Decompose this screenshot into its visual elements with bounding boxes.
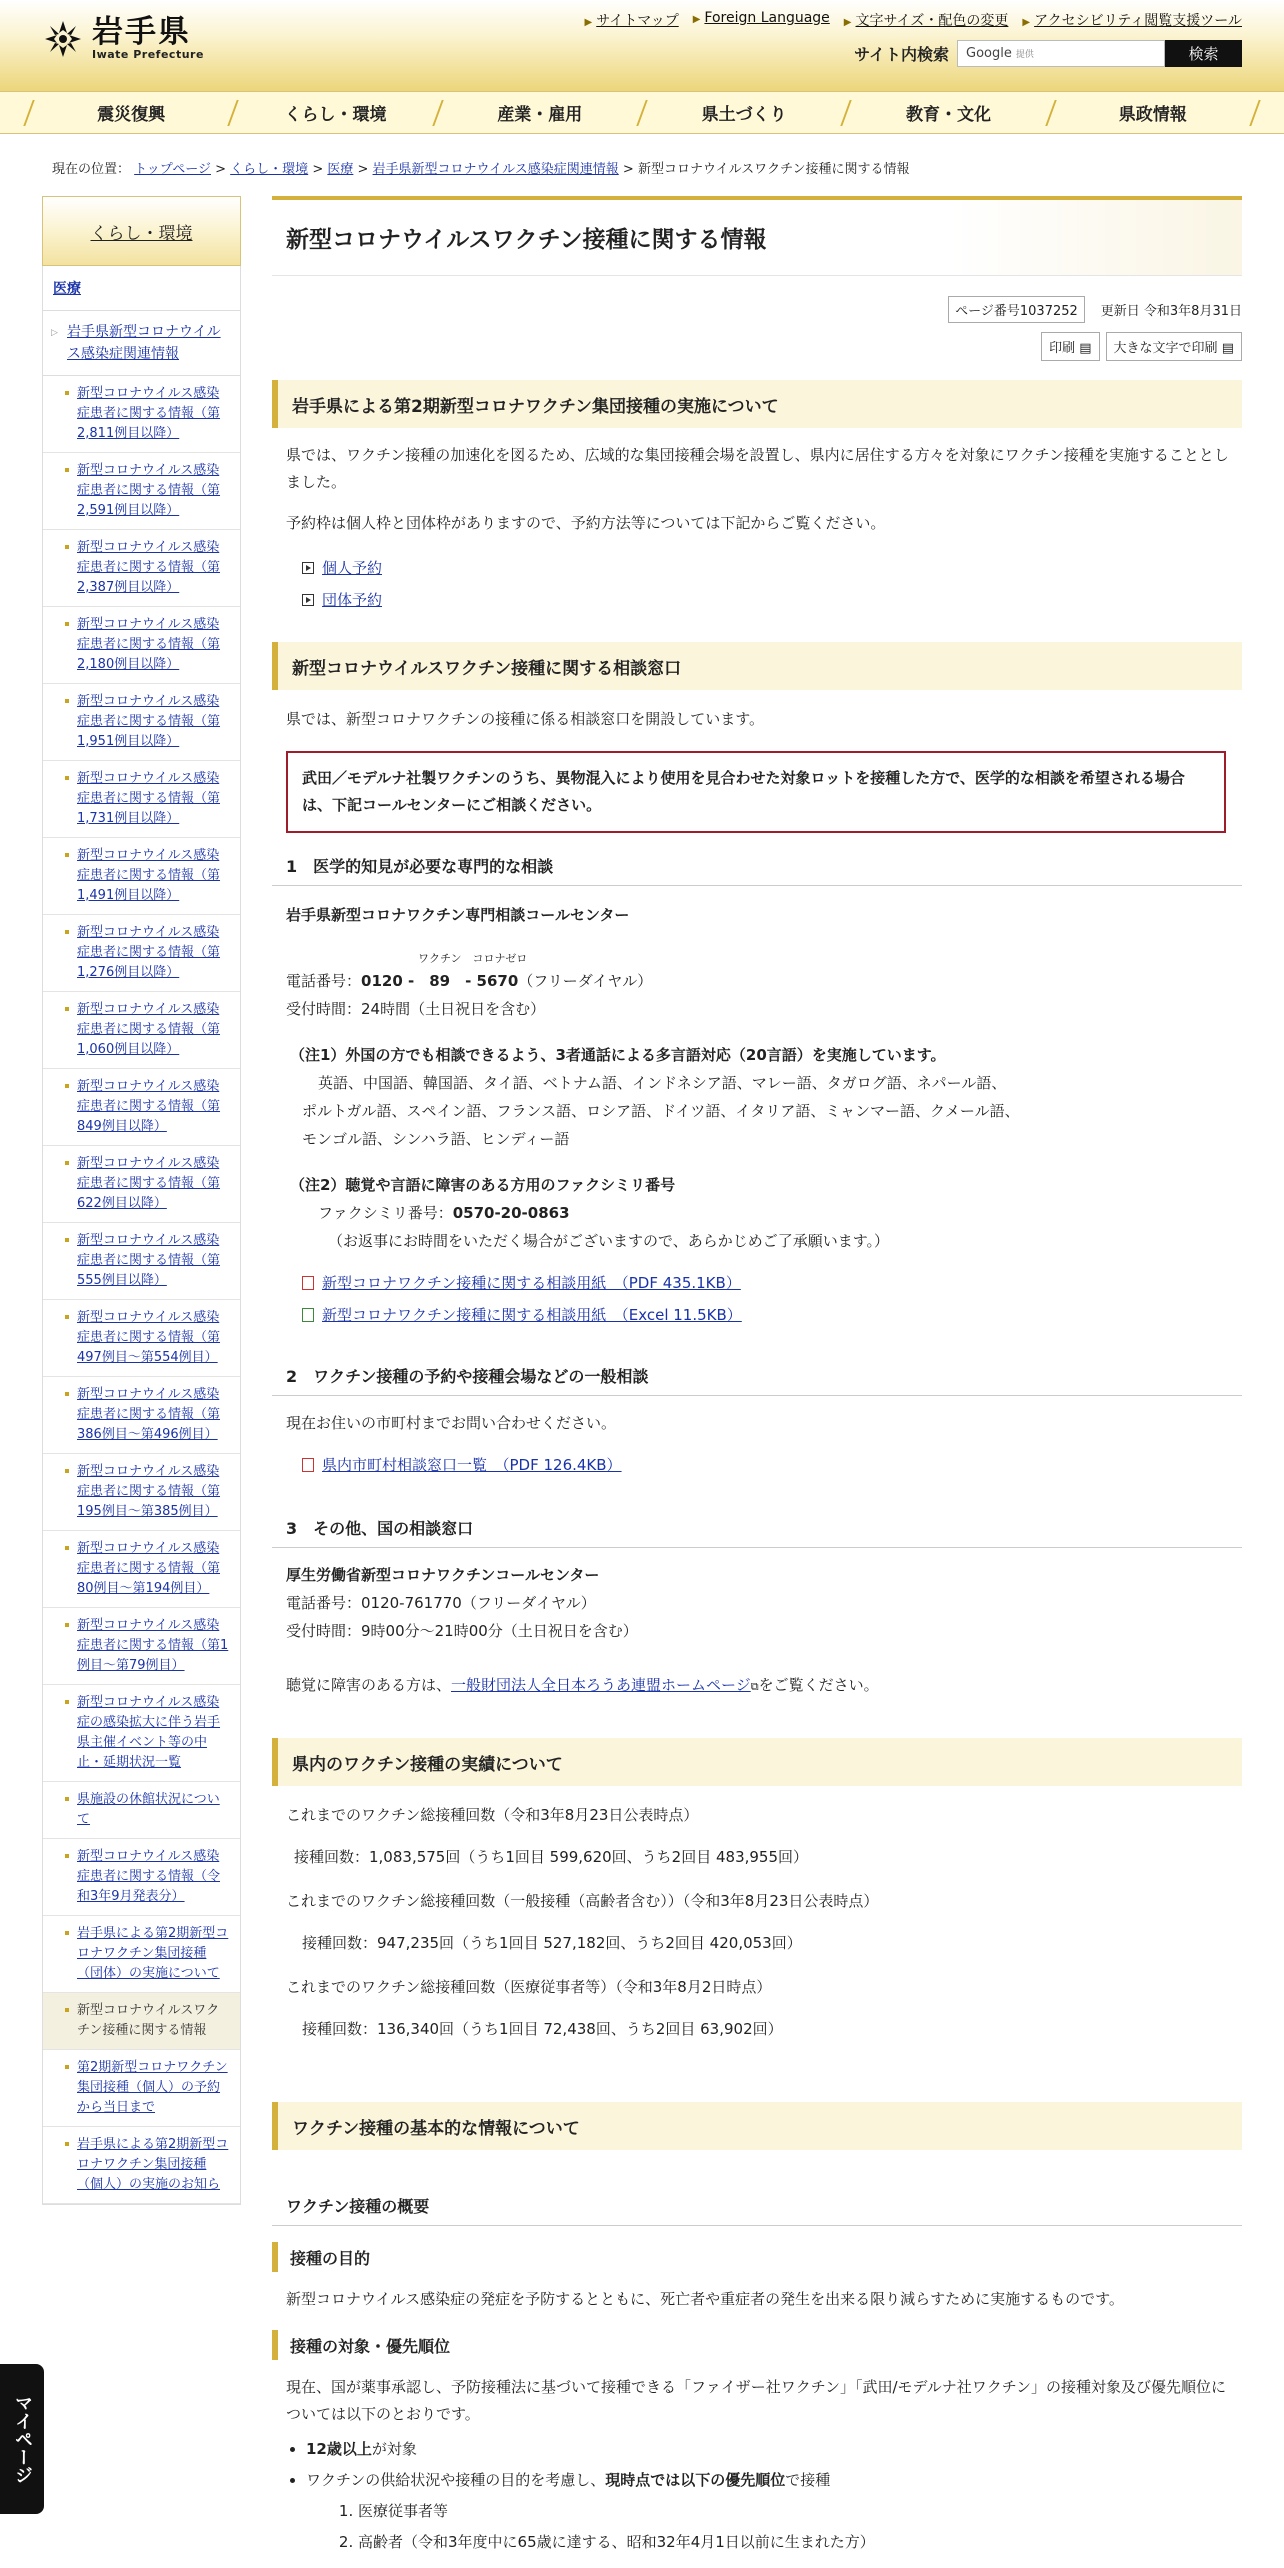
fax-number: 0570-20-0863 [452,1204,570,1222]
language-list: ポルトガル語、スペイン語、フランス語、ロシア語、ドイツ語、イタリア語、ミャンマー語、クメール語、 [302,1102,1020,1120]
arrow-icon: ▶ [1022,17,1031,28]
note: （注2）聴覚や言語に障害のある方用のファクシミリ番号 [290,1176,676,1194]
printer-icon: ▤ [1079,341,1092,356]
sidebar-item[interactable]: 新型コロナウイルス感染症患者に関する情報（第1,951例目以降） [43,684,240,761]
sidebar-item[interactable]: 新型コロナウイルス感染症患者に関する情報（第195例目～第385例目） [43,1454,240,1531]
stat-value: 接種回数：947,235回（うち1回目 527,182回、うち2回目 420,053回） [302,1934,802,1952]
bullet-list [306,2434,830,2496]
priority-list [358,2496,875,2558]
subsection-heading: 2 ワクチン接種の予約や接種会場などの一般相談 [272,1364,1242,1396]
site-header [0,0,1284,92]
paragraph: 県では、新型コロナワクチンの接種に係る相談窓口を開設しています。 [286,710,765,728]
site-logo[interactable] [42,16,204,61]
topic-heading: 接種の対象・優先順位 [272,2330,450,2360]
arrow-icon: ▶ [584,17,593,28]
link-individual-reservation[interactable]: 個人予約 [302,557,382,578]
global-nav [0,92,1284,134]
logo-subtitle: Iwate Prefecture [92,48,204,61]
phone-number: 0120 - 89 - 5670 [361,972,519,990]
phone-reading: ワクチン コロナゼロ [418,952,528,965]
sidebar-item[interactable]: 新型コロナウイルス感染症患者に関する情報（第849例目以降） [43,1069,240,1146]
sidebar-item[interactable]: 新型コロナウイルス感染症患者に関する情報（第2,811例目以降） [43,376,240,453]
section-heading: ワクチン接種の基本的な情報について [272,2102,1242,2150]
fax-note: （お返事にお時間をいただく場合がございますので、あらかじめご了承願います。） [328,1232,890,1250]
phone-line: 電話番号：0120 - 89 - 5670（フリーダイヤル） [286,972,653,990]
subsection-heading: 3 その他、国の相談窓口 [272,1516,1242,1548]
breadcrumb-link[interactable]: くらし・環境 [230,162,309,177]
utility-links [585,10,1242,30]
breadcrumb-link[interactable]: トップページ [134,162,211,177]
file-link-pdf[interactable]: 新型コロナワクチン接種に関する相談用紙 （PDF 435.1KB） [302,1272,741,1293]
search-label: サイト内検索 [854,45,949,64]
call-center-name: 岩手県新型コロナワクチン専門相談コールセンター [286,906,630,924]
sidebar-item[interactable]: 新型コロナウイルス感染症患者に関する情報（第80例目～第194例目） [43,1531,240,1608]
sidebar-item[interactable]: 新型コロナウイルス感染症患者に関する情報（令和3年9月発表分） [43,1839,240,1916]
sidebar-item[interactable]: 新型コロナウイルスワクチン接種に関する情報 [43,1993,240,2050]
sidebar-item[interactable]: 第2期新型コロナワクチン集団接種（個人）の予約から当日まで [43,2050,240,2127]
stat-label: これまでのワクチン総接種回数（医療従事者等）（令和3年8月2日時点） [286,1978,772,1996]
sidebar-item[interactable]: 新型コロナウイルス感染症患者に関する情報（第2,180例目以降） [43,607,240,684]
print-buttons [1041,332,1242,361]
page-title: 新型コロナウイルスワクチン接種に関する情報 [272,196,1242,276]
language-list: モンゴル語、シンハラ語、ヒンディー語 [302,1130,570,1148]
topic-heading: 接種の目的 [272,2242,370,2272]
sidebar [42,196,241,2205]
external-link[interactable]: 一般財団法人全日本ろうあ連盟ホームページ [451,1676,751,1694]
main-content [272,196,1242,2551]
file-link-excel[interactable]: 新型コロナワクチン接種に関する相談用紙 （Excel 11.5KB） [302,1304,742,1325]
paragraph: 現在お住いの市町村までお問い合わせください。 [286,1414,617,1432]
sidebar-subcategory[interactable]: ▷ 岩手県新型コロナウイルス感染症関連情報 [42,311,241,376]
sidebar-category[interactable]: 医療 [42,266,241,311]
hours: 受付時間：9時00分～21時00分（土日祝日を含む） [286,1622,638,1640]
paragraph: 現在、国が薬事承認し、予防接種法に基づいて接種できる「ファイザー社ワクチン」「武田/モデルナ社ワクチン」の接種対象及び優先順位については以下のとおりです。 [286,2378,1227,2423]
sidebar-item[interactable]: 県施設の休館状況について [43,1782,240,1839]
prefecture-emblem-icon [42,18,84,60]
list-item: • ワクチンの供給状況や接種の目的を考慮し、現時点では以下の優先順位で接種 [306,2465,830,2496]
note: （注1）外国の方でも相談できるよう、3者通話による多言語対応（20言語）を実施しています。 [290,1046,946,1064]
phone-line: 電話番号：0120-761770（フリーダイヤル） [286,1594,596,1612]
sidebar-heading[interactable]: くらし・環境 [42,196,241,266]
arrow-icon: ▶ [692,14,701,25]
mypage-button[interactable]: マイページ [0,2364,44,2514]
sidebar-item[interactable]: 新型コロナウイルス感染症患者に関する情報（第622例目以降） [43,1146,240,1223]
list-item: 1. 医療従事者等 [358,2496,875,2527]
sidebar-item[interactable]: 新型コロナウイルス感染症患者に関する情報（第1例目～第79例目） [43,1608,240,1685]
hours: 受付時間：24時間（土日祝日を含む） [286,1000,546,1018]
link-arrow-icon [302,562,314,574]
pdf-icon [302,1276,314,1290]
sidebar-item[interactable]: 新型コロナウイルス感染症患者に関する情報（第497例目～第554例目） [43,1300,240,1377]
stat-label: これまでのワクチン総接種回数（令和3年8月23日公表時点） [286,1806,699,1824]
link-arrow-icon [302,594,314,606]
sidebar-list [42,376,241,2205]
link-group-reservation[interactable]: 団体予約 [302,589,382,610]
excel-icon [302,1308,314,1322]
logo-title: 岩手県 [92,14,191,50]
subsection-heading: 1 医学的知見が必要な専門的な相談 [272,854,1242,886]
gnav-item[interactable]: くらし・環境 [284,105,387,125]
call-center-name: 厚生労働省新型コロナワクチンコールセンター [286,1566,600,1584]
list-item: 2. 高齢者（令和3年度中に65歳に達する、昭和32年4月1日以前に生まれた方） [358,2527,875,2558]
sidebar-item[interactable]: 新型コロナウイルス感染症患者に関する情報（第1,491例目以降） [43,838,240,915]
arrow-icon: ▶ [843,17,852,28]
paragraph: 県では、ワクチン接種の加速化を図るため、広域的な集団接種会場を設置し、県内に居住する方々を対象にワクチン接種を実施することとしました。 [286,446,1229,491]
print-large-button[interactable]: 大きな文字で印刷 ▤ [1106,332,1242,361]
util-link-accessibility[interactable]: ▶ アクセシビリティ閲覧支援ツール [1022,13,1242,29]
search-input[interactable]: Google 提供 [957,40,1165,67]
gnav-item[interactable]: 県土づくり [701,105,787,125]
paragraph: 予約枠は個人枠と団体枠がありますので、予約方法等については下記からご覧ください。 [286,514,886,532]
external-link-icon: ⧉ [750,1680,759,1693]
sidebar-item[interactable]: 新型コロナウイルス感染症患者に関する情報（第1,276例目以降） [43,915,240,992]
util-link-sitemap[interactable]: ▶ サイトマップ [584,13,679,29]
section-heading: 新型コロナウイルスワクチン接種に関する相談窓口 [272,642,1242,690]
paragraph: 新型コロナウイルス感染症の発症を予防するとともに、死亡者や重症者の発生を出来る限り減らすために実施するものです。 [286,2290,1124,2308]
gnav-item[interactable]: 産業・雇用 [497,105,583,125]
stat-value: 接種回数：1,083,575回（うち1回目 599,620回、うち2回目 483,955回） [294,1848,809,1866]
sidebar-item[interactable]: 新型コロナウイルス感染症患者に関する情報（第555例目以降） [43,1223,240,1300]
breadcrumb-link[interactable]: 医療 [327,162,354,177]
print-button[interactable]: 印刷 ▤ [1041,332,1099,361]
gnav-item[interactable]: 県政情報 [1118,105,1187,125]
breadcrumb-current: 新型コロナウイルスワクチン接種に関する情報 [637,162,910,177]
alert-box: 武田／モデルナ社製ワクチンのうち、異物混入により使用を見合わせた対象ロットを接種した方で、医学的な相談を希望される場合は、下記コールセンターにご相談ください。 [286,751,1226,833]
sidebar-item[interactable]: 岩手県による第2期新型コロナワクチン集団接種（団体）の実施について [43,1916,240,1993]
pdf-icon [302,1458,314,1472]
fax-line: ファクシミリ番号：0570-20-0863 [318,1204,570,1222]
sidebar-item[interactable]: 新型コロナウイルス感染症患者に関する情報（第386例目～第496例目） [43,1377,240,1454]
sidebar-item[interactable]: 岩手県による第2期新型コロナワクチン集団接種（個人）の実施のお知ら [43,2127,240,2204]
stat-label: これまでのワクチン総接種回数（一般接種（高齢者含む））（令和3年8月23日公表時点） [286,1892,879,1910]
sidebar-item[interactable]: 新型コロナウイルス感染症患者に関する情報（第1,731例目以降） [43,761,240,838]
stat-value: 接種回数：136,340回（うち1回目 72,438回、うち2回目 63,902回） [302,2020,783,2038]
page-number: ページ番号1037252 [948,296,1085,323]
section-heading: 県内のワクチン接種の実績について [272,1738,1242,1786]
util-link-foreign[interactable]: ▶ Foreign Language [692,10,830,26]
list-item: • 12歳以上が対象 [306,2434,830,2465]
search-button[interactable]: 検索 [1165,40,1242,67]
updated-date: 更新日 令和3年8月31日 [1100,304,1242,319]
gnav-item[interactable]: 教育・文化 [905,105,991,125]
section-heading: 岩手県による第2期新型コロナワクチン集団接種の実施について [272,380,1242,428]
util-link-textsize[interactable]: ▶ 文字サイズ・配色の変更 [843,13,1009,29]
breadcrumb-link[interactable]: 岩手県新型コロナウイルス感染症関連情報 [372,162,619,177]
deaf-info: 聴覚に障害のある方は、一般財団法人全日本ろうあ連盟ホームページ⧉をご覧ください。 [286,1676,879,1694]
language-list: 英語、中国語、韓国語、タイ語、ベトナム語、インドネシア語、マレー語、タガログ語、ネパール語、 [318,1074,1007,1092]
file-link-pdf[interactable]: 県内市町村相談窓口一覧 （PDF 126.4KB） [302,1454,622,1475]
sidebar-item[interactable]: 新型コロナウイルス感染症の感染拡大に伴う岩手県主催イベント等の中止・延期状況一覧 [43,1685,240,1782]
printer-icon: ▤ [1221,341,1234,356]
sidebar-item[interactable]: 新型コロナウイルス感染症患者に関する情報（第2,591例目以降） [43,453,240,530]
subsection-heading: ワクチン接種の概要 [272,2194,1242,2226]
gnav-item[interactable]: 震災復興 [97,105,166,125]
breadcrumb: 現在の位置： トップページ > くらし・環境 > 医療 > 岩手県新型コロナウイルス感染症関連情報 > 新型コロナウイルスワクチン接種に関する情報 [52,162,910,177]
sidebar-item[interactable]: 新型コロナウイルス感染症患者に関する情報（第2,387例目以降） [43,530,240,607]
sidebar-item[interactable]: 新型コロナウイルス感染症患者に関する情報（第1,060例目以降） [43,992,240,1069]
site-search [854,40,1242,67]
page-meta [948,296,1242,323]
